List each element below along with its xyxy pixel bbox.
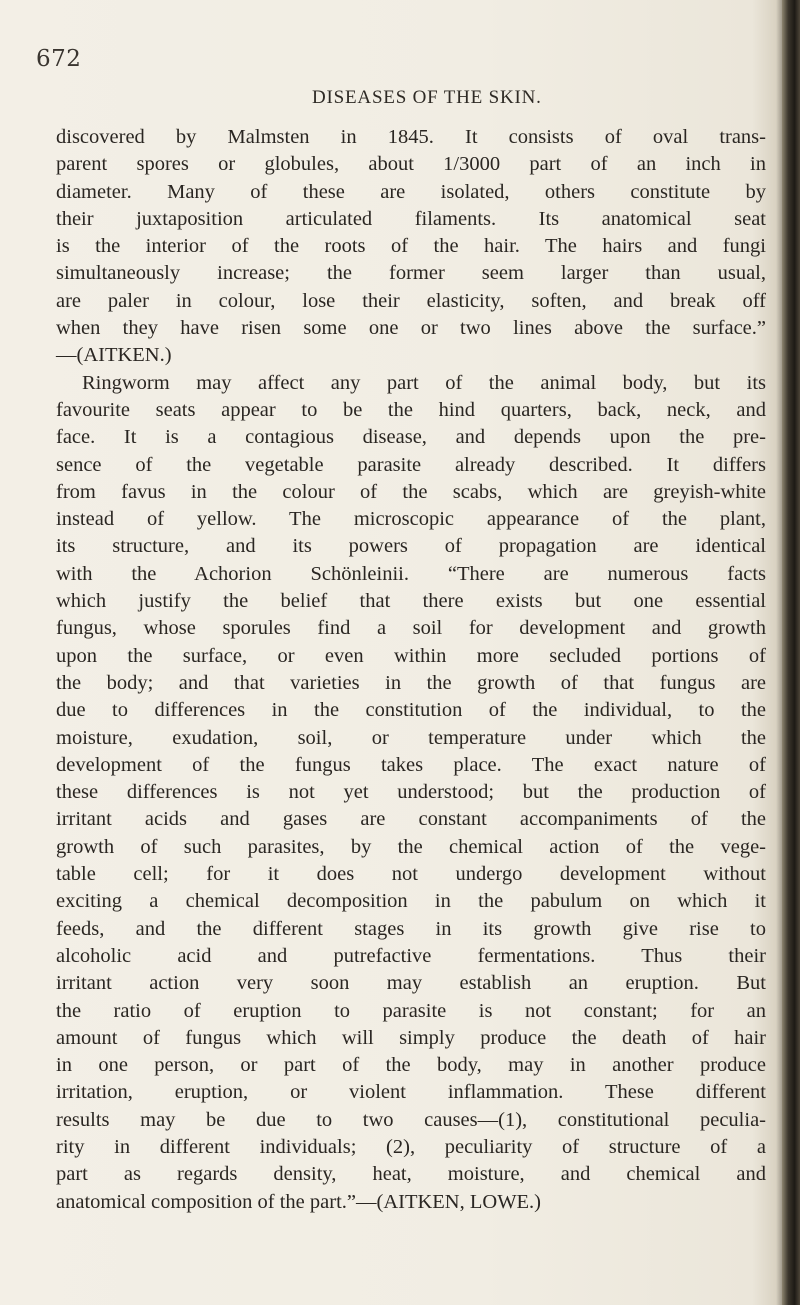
text-line: diameter. Many of these are isolated, others constitute by — [56, 180, 766, 203]
running-head: DISEASES OF THE SKIN. — [312, 87, 542, 108]
text-line: amount of fungus which will simply produce the death of hair — [56, 1026, 766, 1049]
book-spine-edge — [782, 0, 800, 1305]
text-line: irritant acids and gases are constant accompaniments of the — [56, 808, 766, 831]
text-line: these differences is not yet understood; but the production of — [56, 781, 766, 804]
text-line: sence of the vegetable parasite already described. It differs — [56, 453, 766, 476]
text-line: alcoholic acid and putrefactive fermentations. Thus their — [56, 944, 766, 967]
text-line: upon the surface, or even within more secluded portions of — [56, 644, 766, 667]
text-line: favourite seats appear to be the hind quarters, back, neck, and — [56, 398, 766, 421]
text-line: anatomical composition of the part.”—(AITKEN, LOWE.) — [56, 1190, 542, 1213]
text-line: when they have risen some one or two lines above the surface.” — [56, 317, 766, 340]
text-line: from favus in the colour of the scabs, which are greyish-white — [56, 480, 766, 503]
text-line: table cell; for it does not undergo development without — [56, 863, 766, 886]
text-line: with the Achorion Schönleinii. “There are numerous facts — [56, 562, 766, 585]
text-line: exciting a chemical decomposition in the pabulum on which it — [56, 890, 766, 913]
text-line: —(AITKEN.) — [56, 344, 172, 367]
text-line: results may be due to two causes—(1), constitutional peculia- — [56, 1108, 766, 1131]
text-line: the ratio of eruption to parasite is not constant; for an — [56, 999, 766, 1022]
text-line: is the interior of the roots of the hair. The hairs and fungi — [56, 235, 766, 258]
text-line: moisture, exudation, soil, or temperature under which the — [56, 726, 766, 749]
text-line: in one person, or part of the body, may in another produce — [56, 1054, 766, 1077]
body-text — [56, 124, 766, 1216]
text-line: fungus, whose sporules find a soil for development and growth — [56, 617, 766, 640]
text-line: irritant action very soon may establish an eruption. But — [56, 972, 766, 995]
text-line: growth of such parasites, by the chemical action of the vege- — [56, 835, 766, 858]
text-line: discovered by Malmsten in 1845. It consists of oval trans- — [56, 126, 766, 148]
text-line: due to differences in the constitution of the individual, to the — [56, 699, 766, 722]
text-line: part as regards density, heat, moisture, and chemical and — [56, 1163, 766, 1186]
text-line: its structure, and its powers of propagation are identical — [56, 535, 766, 558]
text-line: the body; and that varieties in the growth of that fungus are — [56, 671, 766, 694]
text-line: rity in different individuals; (2), peculiarity of structure of a — [56, 1135, 766, 1158]
text-line: simultaneously increase; the former seem larger than usual, — [56, 262, 766, 285]
text-line: irritation, eruption, or violent inflammation. These different — [56, 1081, 766, 1104]
text-line: development of the fungus takes place. The exact nature of — [56, 753, 766, 776]
text-line: face. It is a contagious disease, and depends upon the pre- — [56, 426, 766, 449]
text-line: parent spores or globules, about 1/3000 part of an inch in — [56, 153, 766, 176]
text-line: which justify the belief that there exists but one essential — [56, 590, 766, 613]
text-line: are paler in colour, lose their elasticity, soften, and break off — [56, 289, 766, 312]
text-line: their juxtaposition articulated filaments. Its anatomical seat — [56, 207, 766, 230]
page-number: 672 — [36, 46, 82, 72]
text-line: instead of yellow. The microscopic appearance of the plant, — [56, 508, 766, 531]
text-line: Ringworm may affect any part of the animal body, but its — [82, 371, 766, 394]
text-line: feeds, and the different stages in its growth give rise to — [56, 917, 766, 940]
